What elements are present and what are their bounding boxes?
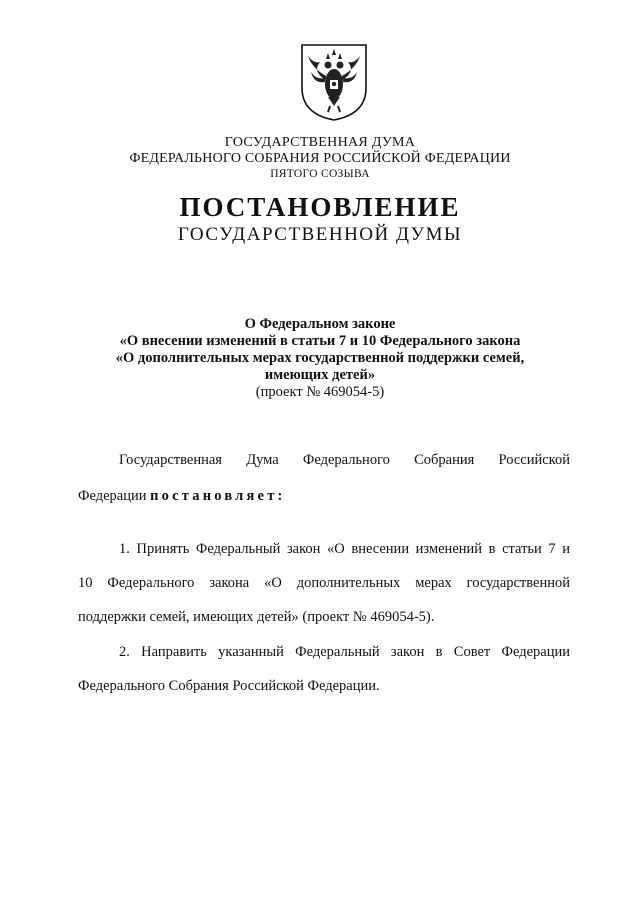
subject-line-4: имеющих детей»: [264, 367, 376, 383]
header-line-1: ГОСУДАРСТВЕННАЯ ДУМА: [224, 135, 416, 150]
subject-line-3: «О дополнительных мерах государственной поддержки семей,: [115, 350, 525, 366]
item-2-line-1: 2. Направить указанный Федеральный закон в Совет Федерации: [119, 644, 570, 660]
item-1-line-2: 10 Федерального закона «О дополнительных мерах государственной: [78, 575, 570, 591]
subject-line-5: (проект № 469054-5): [255, 384, 385, 400]
header-line-3: ПЯТОГО СОЗЫВА: [270, 168, 370, 180]
document-subtitle: ГОСУДАРСТВЕННОЙ ДУМЫ: [177, 224, 463, 245]
preamble-line-2: [78, 488, 570, 505]
coat-of-arms-emblem: [298, 42, 370, 122]
preamble-line-1: Государственная Дума Федерального Собрания Российской: [119, 452, 570, 468]
document-subject: [0, 316, 640, 401]
preamble-operative-word: постановляет:: [150, 488, 286, 504]
preamble-line-2-text: Федерации: [78, 488, 151, 504]
item-2-line-2: Федерального Собрания Российской Федерации.: [78, 678, 380, 694]
subject-line-1: О Федеральном законе: [244, 316, 396, 332]
header-line-2: ФЕДЕРАЛЬНОГО СОБРАНИЯ РОССИЙСКОЙ ФЕДЕРАЦИИ: [129, 151, 511, 166]
issuer-header: [0, 135, 640, 181]
document-title: ПОСТАНОВЛЕНИЕ: [179, 192, 461, 222]
item-1-line-1: 1. Принять Федеральный закон «О внесении изменений в статьи 7 и: [119, 541, 570, 557]
subject-line-2: «О внесении изменений в статьи 7 и 10 Федерального закона: [119, 333, 521, 349]
item-1-line-3: поддержки семей, имеющих детей» (проект № 469054-5).: [78, 609, 435, 625]
